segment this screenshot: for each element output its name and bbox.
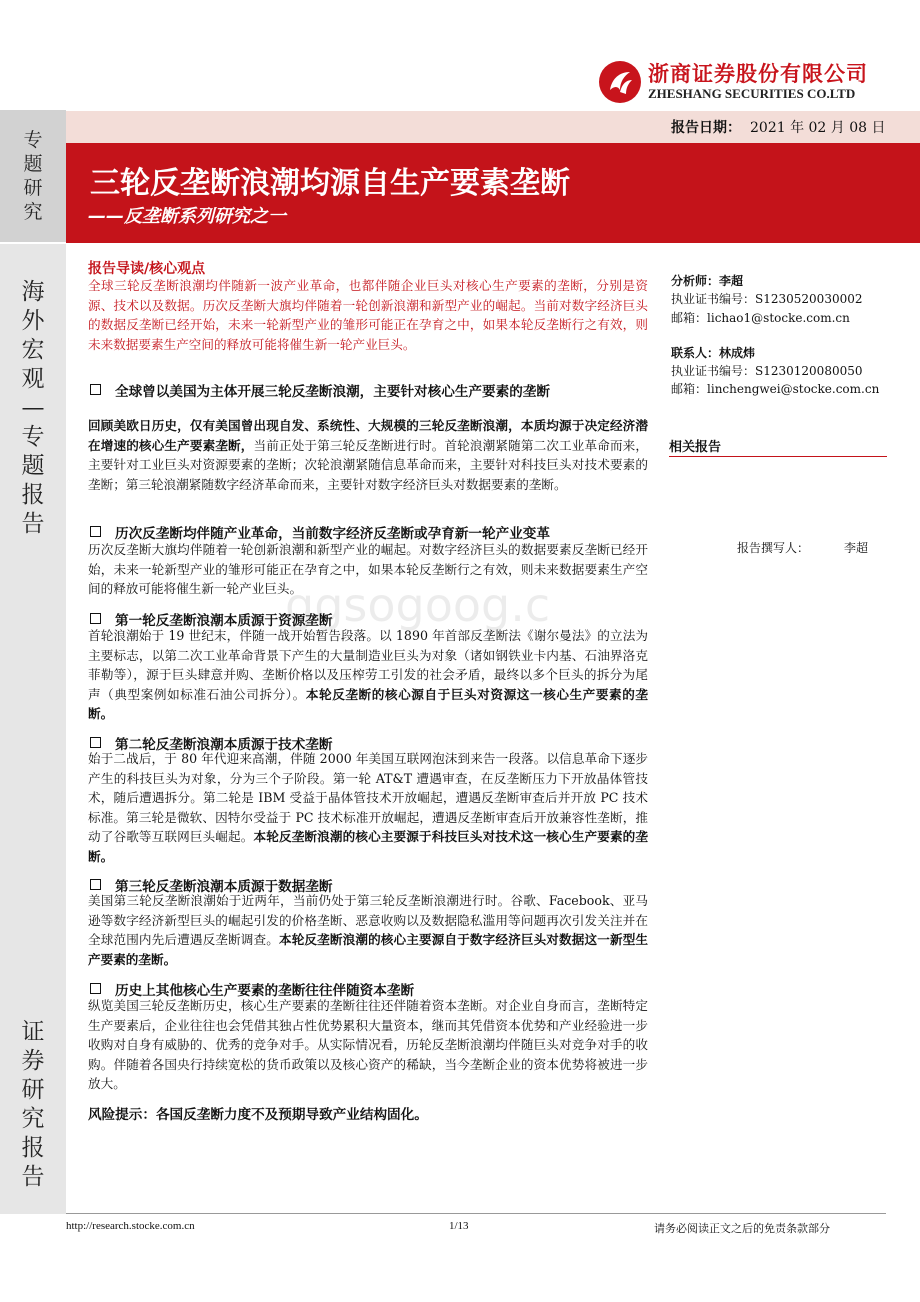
section-body: 历次反垄断大旗均伴随着一轮创新浪潮和新型产业的崛起。对数字经济巨头的数据要素反垄断已经开始，未来一轮新型产业的雏形可能正在孕育之中，如果本轮反垄断行之有效，则未来数据要素生产空间的释放可能将催生新一轮产业巨头。: [88, 542, 648, 596]
checkbox-bullet-icon: [90, 613, 101, 624]
analyst-cert: 执业证书编号：S1230520030002: [671, 292, 863, 306]
related-reports-divider: [669, 456, 887, 457]
report-writer-name: 李超: [844, 541, 869, 555]
page-title: 三轮反垄断浪潮均源自生产要素垄断: [90, 166, 570, 201]
section-body: 始于二战后，于 80 年代迎来高潮，伴随 2000 年美国互联网泡沫到来告一段落。以信息革命下逐步产生的科技巨头为对象，分为三个子阶段。第一轮 AT&T 遭遇审查，在反垄断压力下开放晶体管技术，随后遭遇拆分。第二轮是 IBM 受益于晶体管技术开放崛起，遭遇反垄断审查后并开放 PC 技术标准。第三轮是微软、因特尔受益于 PC 技术标准开放崛起，遭遇反垄断审查后开放兼容性垄断，推动了谷歌等互联网巨头崛起。本轮反垄断浪潮的核心主要源于科技巨头对技术这一核心生产要素的垄断。: [88, 751, 649, 864]
section-heading: 历史上其他核心生产要素的垄断往往伴随资本垄断: [88, 979, 648, 999]
section-heading: 全球曾以美国为主体开展三轮反垄断浪潮，主要针对核心生产要素的垄断: [88, 380, 648, 400]
contact-cert: 执业证书编号：S1230120080050: [671, 364, 863, 378]
checkbox-bullet-icon: [90, 384, 101, 395]
page-number: 1/13: [449, 1220, 469, 1232]
checkbox-bullet-icon: [90, 879, 101, 890]
analyst-name: 分析师：李超: [671, 274, 744, 288]
company-name-en: ZHESHANG SECURITIES CO.LTD: [648, 86, 856, 101]
footer-disclaimer: 请务必阅读正文之后的免责条款部分: [654, 1222, 830, 1235]
guide-heading: 报告导读/核心观点: [88, 261, 206, 277]
footer-url-link[interactable]: http://research.stocke.com.cn: [66, 1220, 195, 1232]
section-body: 首轮浪潮始于 19 世纪末，伴随一战开始暂告段落。以 1890 年首部反垄断法《谢尔曼法》的立法为主要标志，以第二次工业革命背景下产生的大量制造业巨头为对象（诸如钢铁业卡内基、石油界洛克菲勒等），源于巨头肆意并购、垄断价格以及压榨劳工引发的社会矛盾，最终以多个巨头的拆分为尾声（典型案例如标准石油公司拆分）。本轮反垄断的核心源自于巨头对资源这一核心生产要素的垄断。: [88, 628, 649, 721]
contact-name: 联系人：林成炜: [671, 346, 756, 360]
section-body: 纵览美国三轮反垄断历史，核心生产要素的垄断往往还伴随着资本垄断。对企业自身而言，垄断特定生产要素后，企业往往也会凭借其独占性优势累积大量资本，继而其凭借资本优势和产业经验进一步收购对自身有威胁的、优秀的竞争对手。从实际情况看，历轮反垄断浪潮均伴随巨头对竞争对手的收购。伴随着各国央行持续宽松的货币政策以及核心资产的稀缺，当今垄断企业的资本优势将被进一步放大。: [88, 998, 648, 1091]
section-heading: 第二轮反垄断浪潮本质源于技术垄断: [88, 733, 648, 753]
report-writer-label: 报告撰写人：: [737, 541, 810, 555]
contact-email[interactable]: 邮箱：linchengwei@stocke.com.cn: [671, 382, 880, 396]
sidebar-report-type-label: 海 外 宏 观 — 专 题 报 告: [21, 279, 45, 537]
section-body: 回顾美欧日历史，仅有美国曾出现自发、系统性、大规模的三轮反垄断浪潮，本质均源于决定经济潜在增速的核心生产要素垄断，当前正处于第三轮反垄断进行时。首轮浪潮紧随第二次工业革命而来，主要针对工业巨头对资源要素的垄断；次轮浪潮紧随信息革命而来，主要针对科技巨头对技术要素的垄断；第三轮浪潮紧随数字经济革命而来，主要针对数字经济巨头对数据要素的垄断。: [88, 418, 649, 492]
guide-text: 全球三轮反垄断浪潮均伴随新一波产业革命，也都伴随企业巨头对核心生产要素的垄断，分别是资源、技术以及数据。历次反垄断大旗均伴随着一轮创新浪潮和新型产业的崛起。当前对数字经济巨头的数据反垄断已经开始，未来一轮新型产业的雏形可能正在孕育之中，如果本轮反垄断行之有效，则未来数据要素生产空间的释放可能将催生新一轮产业巨头。: [88, 278, 648, 352]
section-heading: 历次反垄断均伴随产业革命，当前数字经济反垄断或孕育新一轮产业变革: [88, 522, 648, 542]
sidebar-category-label: 专 题 研 究: [23, 129, 43, 223]
risk-warning: 风险提示：各国反垄断力度不及预期导致产业结构固化。: [88, 1107, 428, 1123]
checkbox-bullet-icon: [90, 737, 101, 748]
sidebar-bottom-label: 证 券 研 究 报 告: [21, 1019, 45, 1190]
section-heading: 第三轮反垄断浪潮本质源于数据垄断: [88, 875, 648, 895]
section-heading: 第一轮反垄断浪潮本质源于资源垄断: [88, 609, 648, 629]
section-body: 美国第三轮反垄断浪潮始于近两年，当前仍处于第三轮反垄断浪潮进行时。谷歌、Facebook、亚马逊等数字经济新型巨头的崛起引发的价格垄断、恶意收购以及数据隐私滥用等问题再次引发关注并在全球范围内先后遭遇反垄断调查。本轮反垄断浪潮的核心主要源自于数字经济巨头对数据这一新型生产要素的垄断。: [88, 893, 649, 967]
page-subtitle: ——反垄断系列研究之一: [88, 206, 286, 227]
company-name-cn: 浙商证券股份有限公司: [648, 62, 868, 86]
report-date-value: 2021 年 02 月 08 日: [750, 120, 886, 136]
report-date-label: 报告日期：: [671, 120, 741, 136]
checkbox-bullet-icon: [90, 526, 101, 537]
checkbox-bullet-icon: [90, 983, 101, 994]
related-reports-heading: 相关报告: [669, 440, 722, 455]
analyst-email[interactable]: 邮箱：lichao1@stocke.com.cn: [671, 311, 850, 325]
company-logo-icon: [598, 60, 642, 104]
watermark: ggsogoog.c: [285, 578, 551, 632]
footer-divider: [66, 1213, 886, 1214]
